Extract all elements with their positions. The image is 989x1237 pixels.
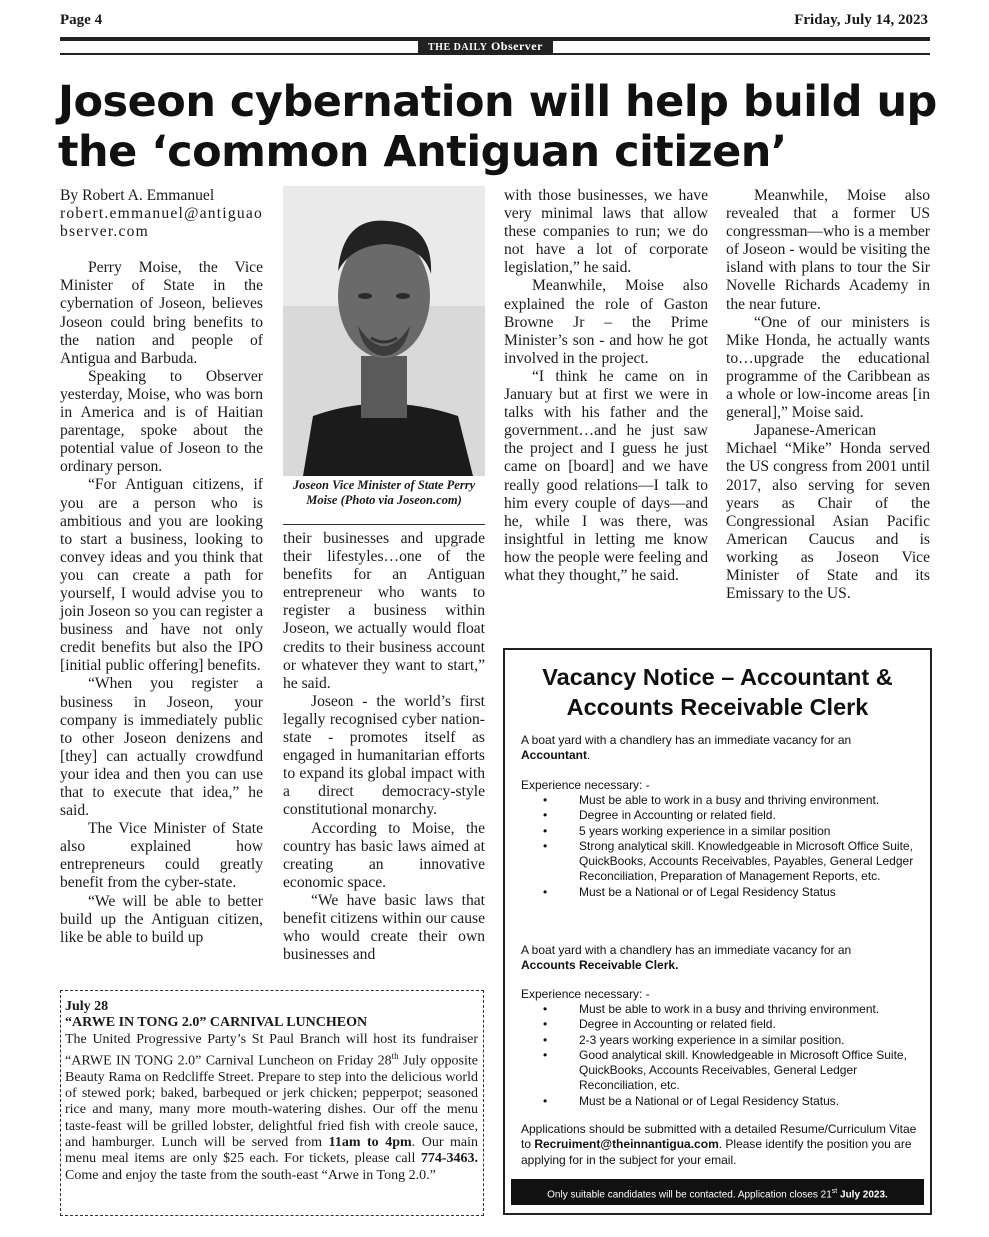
photo-caption: Joseon Vice Minister of State Perry Moise (Photo via Joseon.com) — [292, 478, 476, 507]
notice-phone: 774-3463. — [420, 1151, 478, 1167]
portrait-illustration — [283, 186, 485, 476]
page-number: Page 4 — [60, 12, 103, 28]
paragraph: Speaking to Observer yesterday, Moise, who was born in America and is of Haitian parentage, spoke about the potential value of Joseon to the ordinary person. — [60, 367, 263, 476]
experience-label-2: Experience necessary: - — [521, 987, 650, 1001]
notice-body — [65, 1032, 478, 1184]
closing-text: Only suitable candidates will be contacted. Application closes 21 — [547, 1189, 832, 1201]
paragraph: “For Antiguan citizens, if you are a person who is ambitious and you are looking to start a business, looking to convey ideas and you think that you can create a path for yourself, I would advise you to join Joseon so you can register a business and have not only credit benefits but also the IPO [initial public offering] benefits. — [60, 476, 263, 675]
vacancy-intro-1: A boat yard with a chandlery has an immediate vacancy for an Accountant. — [521, 733, 852, 762]
masthead — [418, 38, 553, 55]
vacancy-title-line: Vacancy Notice – Accountant & — [542, 664, 893, 690]
paragraph: Joseon - the world’s first legally recognised cyber nation-state - promotes itself as engaged in humanitarian efforts to expand its global impact with a direct democracy-style constitutional monarchy. — [283, 692, 485, 819]
paragraph: “We will be able to better build up the Antiguan citizen, like be able to build up — [60, 892, 263, 946]
vacancy-title — [505, 662, 930, 722]
masthead-name: Observer — [490, 39, 543, 53]
paragraph: their businesses and upgrade their lifestyles…one of the benefits for an Antiguan entrepreneur who wants to register a business within Joseon, we actually would float credits to their business account or whatever they want to start,” he said. — [283, 530, 485, 692]
byline-email: robert.emmanuel@antiguaobserver.com — [60, 205, 263, 241]
luncheon-notice — [60, 990, 484, 1216]
apply-email: Recruiment@theinnantigua.com — [534, 1137, 719, 1152]
paragraph: Perry Moise, the Vice Minister of State in the cybernation of Joseon, believes Joseon could bring benefits to the nation and people of Antigua and Barbuda. — [60, 259, 263, 367]
requirement-item: • Degree in Accounting or related field. — [543, 808, 923, 823]
caption-rule — [283, 524, 485, 525]
notice-title: “ARWE IN TONG 2.0” CARNIVAL LUNCHEON — [65, 1015, 368, 1031]
requirement-item: • Good analytical skill. Knowledgeable in Microsoft Office Suite, QuickBooks, Accounts Receivables, General Ledger Reconciliation, etc. — [543, 1048, 923, 1094]
notice-text: July opposite Beauty Rama on Redcliffe Street. Prepare to step into the delicious world of stewed pork; baked, barbequed or jerk chicken; pepperpot; seasoned rice and many, many more mouth-watering dishes. Our off the menu taste-feast will be grilled lobster, delightful fried fish with creole sauce, and hamburger. Lunch will be served from — [65, 1053, 478, 1151]
paragraph: Meanwhile, Moise also explained the role of Gaston Browne Jr – the Prime Minister’s son - and how he got involved in the project. — [504, 277, 708, 367]
closing-date-bar — [511, 1179, 924, 1205]
vacancy-title-line: Accounts Receivable Clerk — [566, 694, 869, 720]
role-accountant: Accountant — [521, 748, 587, 762]
article-column-1 — [60, 187, 263, 947]
intro-text: A boat yard with a chandlery has an immediate vacancy for an — [521, 943, 852, 957]
application-instructions — [521, 1122, 921, 1168]
experience-label-1: Experience necessary: - — [521, 778, 650, 792]
paragraph: with those businesses, we have very minimal laws that allow these companies to run; we do not have a lot of corporate legislation,” he said. — [504, 187, 708, 277]
requirement-item: • Must be able to work in a busy and thriving environment. — [543, 793, 923, 808]
article-column-2 — [283, 530, 485, 964]
closing-sup: st — [831, 1188, 838, 1195]
paragraph: “One of our ministers is Mike Honda, he actually wants to…upgrade the educational programme of the Caribbean as a whole or low-income areas [in general],” Moise said. — [726, 313, 930, 422]
paragraph: “We have basic laws that benefit citizens within our cause who would create their own businesses and — [283, 891, 485, 964]
page-header — [60, 12, 928, 30]
requirement-item: • Must be able to work in a busy and thriving environment. — [543, 1002, 923, 1017]
paragraph: According to Moise, the country has basic laws aimed at creating an innovative economic space. — [283, 819, 485, 891]
requirements-list-2 — [543, 1002, 923, 1109]
article-headline: Joseon cybernation will help build up the ‘common Antiguan citizen’ — [58, 77, 937, 177]
requirement-item: • Must be a National or of Legal Residency Status — [543, 885, 923, 900]
requirement-item: • Degree in Accounting or related field. — [543, 1017, 923, 1032]
notice-sup: th — [391, 1050, 399, 1061]
intro-text: A boat yard with a chandlery has an immediate vacancy for an — [521, 733, 852, 747]
requirement-item: • 5 years working experience in a similar position — [543, 824, 923, 839]
paragraph: The Vice Minister of State also explained how entrepreneurs could greatly benefit from the cyber-state. — [60, 820, 263, 892]
portrait-photo — [283, 186, 485, 476]
apply-text: Applications should be submitted with a detailed Resume/Curriculum Vitae to — [521, 1122, 917, 1152]
paragraph: “I think he came on in January but at first we were in talks with his father and the government…and he just saw the project and I guess he just came on [board] and we have really good relations—I talk to him every couple of days—and he, while I was there, was insightful in letting me know how the people were feeling and what they thought,” he said. — [504, 367, 708, 584]
requirements-list-1 — [543, 793, 923, 900]
article-column-4 — [726, 187, 930, 603]
paragraph: Meanwhile, Moise also revealed that a former US congressman—who is a member of Joseon - would be visiting the island with plans to tour the Sir Novelle Richards Academy in the near future. — [726, 187, 930, 313]
notice-text: . Our main menu meal items are only $25 each. For tickets, please call — [65, 1135, 479, 1167]
notice-text: The United Progressive Party’s St Paul Branch will host its fundraiser “ARWE IN TONG 2.0” Carnival Luncheon on Friday 28 — [65, 1031, 478, 1069]
article-column-3 — [504, 187, 708, 585]
issue-date: Friday, July 14, 2023 — [794, 12, 928, 28]
masthead-prefix: THE DAILY — [428, 42, 488, 53]
requirement-item: • 2-3 years working experience in a similar position. — [543, 1033, 923, 1048]
notice-time: 11am to 4pm — [328, 1135, 412, 1151]
notice-date: July 28 — [65, 999, 109, 1014]
byline-author: By Robert A. Emmanuel — [60, 187, 215, 204]
role-ar-clerk: Accounts Receivable Clerk. — [521, 958, 679, 972]
notice-text: Come and enjoy the taste from the south-east “Arwe in Tong 2.0.” — [65, 1167, 436, 1183]
closing-date: July 2023. — [837, 1189, 888, 1201]
vacancy-ad — [503, 648, 932, 1215]
requirement-item: • Strong analytical skill. Knowledgeable in Microsoft Office Suite, QuickBooks, Accounts Receivables, Payables, General Ledger Reconciliation, Preparation of Management Reports, etc. — [543, 839, 923, 885]
paragraph: Japanese-American Michael “Mike” Honda served the US congress from 2001 until 2017, also serving for seven years as Chair of the Congressional Asian Pacific American Caucus and is working as Joseon Vice Minister of State and its Emissary to the US. — [726, 422, 930, 603]
vacancy-intro-2 — [521, 943, 911, 973]
apply-text: . Please identify the position you are applying for in the subject for your email. — [521, 1137, 912, 1167]
requirement-item: • Must be a National or of Legal Residency Status. — [543, 1094, 923, 1109]
paragraph: “When you register a business in Joseon, your company is immediately public to other Joseon denizens and [they] can actually crowdfund your idea and then you can use that to execute that idea,” he said. — [60, 675, 263, 820]
